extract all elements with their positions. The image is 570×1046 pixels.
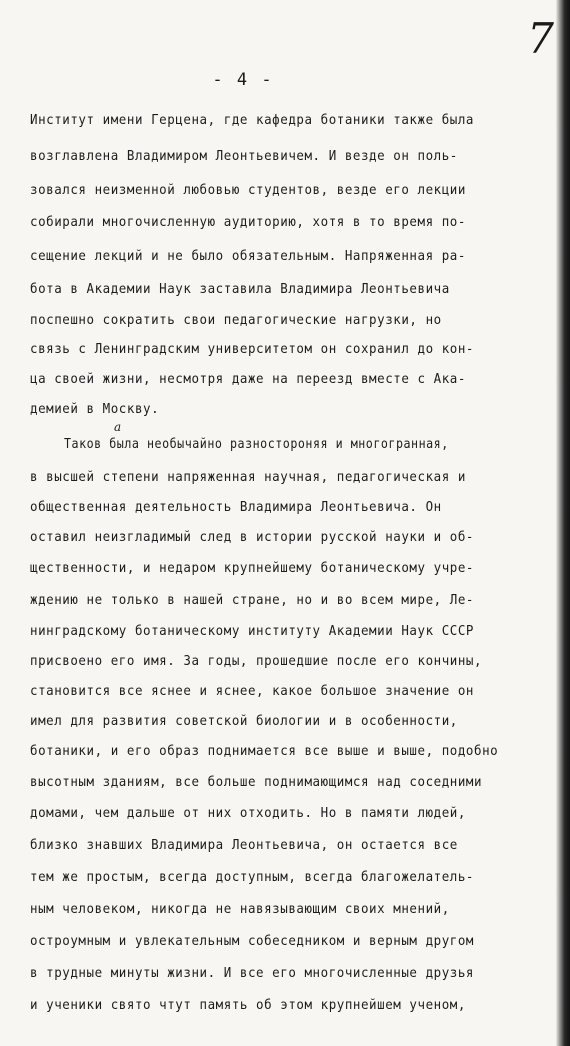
text-line: высотным зданиям, все больше поднимающимся над соседними bbox=[30, 775, 483, 790]
text-line: и ученики свято чтут память об этом крупнейшем ученом, bbox=[30, 998, 466, 1013]
text-line: сещение лекций и не было обязательным. Напряженная ра- bbox=[30, 249, 466, 264]
text-line: связь с Ленинградским университетом он сохранил до кон- bbox=[30, 342, 475, 357]
text-line: становится все яснее и яснее, какое большое значение он bbox=[30, 684, 475, 699]
text-line: в трудные минуты жизни. И все его многочисленные друзья bbox=[30, 966, 475, 981]
text-line: зовался неизменной любовью студентов, везде его лекции bbox=[30, 183, 466, 198]
text-line: остроумным и увлекательным собеседником и верным другом bbox=[30, 934, 475, 949]
text-line: оставил неизгладимый след в истории русской науки и об- bbox=[30, 530, 475, 545]
text-line: Таков была необычайно разностороняя и многогранная, bbox=[64, 437, 449, 452]
text-line: щественности, и недаром крупнейшему ботаническому учре- bbox=[30, 561, 475, 576]
text-line: тем же простым, всегда доступным, всегда благожелатель- bbox=[30, 870, 475, 885]
text-line: Институт имени Герцена, где кафедра ботаники также была bbox=[30, 113, 475, 128]
text-line: возглавлена Владимиром Леонтьевичем. И везде он поль- bbox=[30, 149, 458, 164]
handwritten-page-mark: 7 bbox=[527, 14, 554, 63]
text-line: ным человеком, никогда не навязывающим своих мнений, bbox=[30, 902, 450, 917]
text-line: поспешно сократить свои педагогические нагрузки, но bbox=[30, 313, 442, 328]
text-line: ботаники, и его образ поднимается все выше и выше, подобно bbox=[30, 744, 499, 759]
text-line: бота в Академии Наук заставила Владимира Леонтьевича bbox=[30, 282, 450, 297]
text-line: ждению не только в нашей стране, но и во всем мире, Ле- bbox=[30, 593, 475, 608]
text-line: демией в Москву. bbox=[30, 402, 160, 417]
text-line: присвоено его имя. За годы, прошедшие после его кончины, bbox=[30, 654, 483, 669]
page-number: - 4 - bbox=[212, 70, 274, 90]
handwritten-insertion: а bbox=[114, 420, 122, 434]
text-line: в высшей степени напряженная научная, педагогическая и bbox=[30, 470, 466, 485]
text-line: нинградскому ботаническому институту Академии Наук СССР bbox=[30, 624, 475, 639]
text-line: имел для развития советской биологии и в особенности, bbox=[30, 714, 458, 729]
text-line: домами, чем дальше от них отходить. Но в памяти людей, bbox=[30, 806, 466, 821]
text-line: близко знавших Владимира Леонтьевича, он остается все bbox=[30, 838, 458, 853]
text-line: собирали многочисленную аудиторию, хотя в то время по- bbox=[30, 215, 466, 230]
text-line: общественная деятельность Владимира Леонтьевича. Он bbox=[30, 500, 442, 515]
text-line: ца своей жизни, несмотря даже на переезд вместе с Ака- bbox=[30, 372, 466, 387]
page-edge-shadow bbox=[556, 0, 570, 1046]
